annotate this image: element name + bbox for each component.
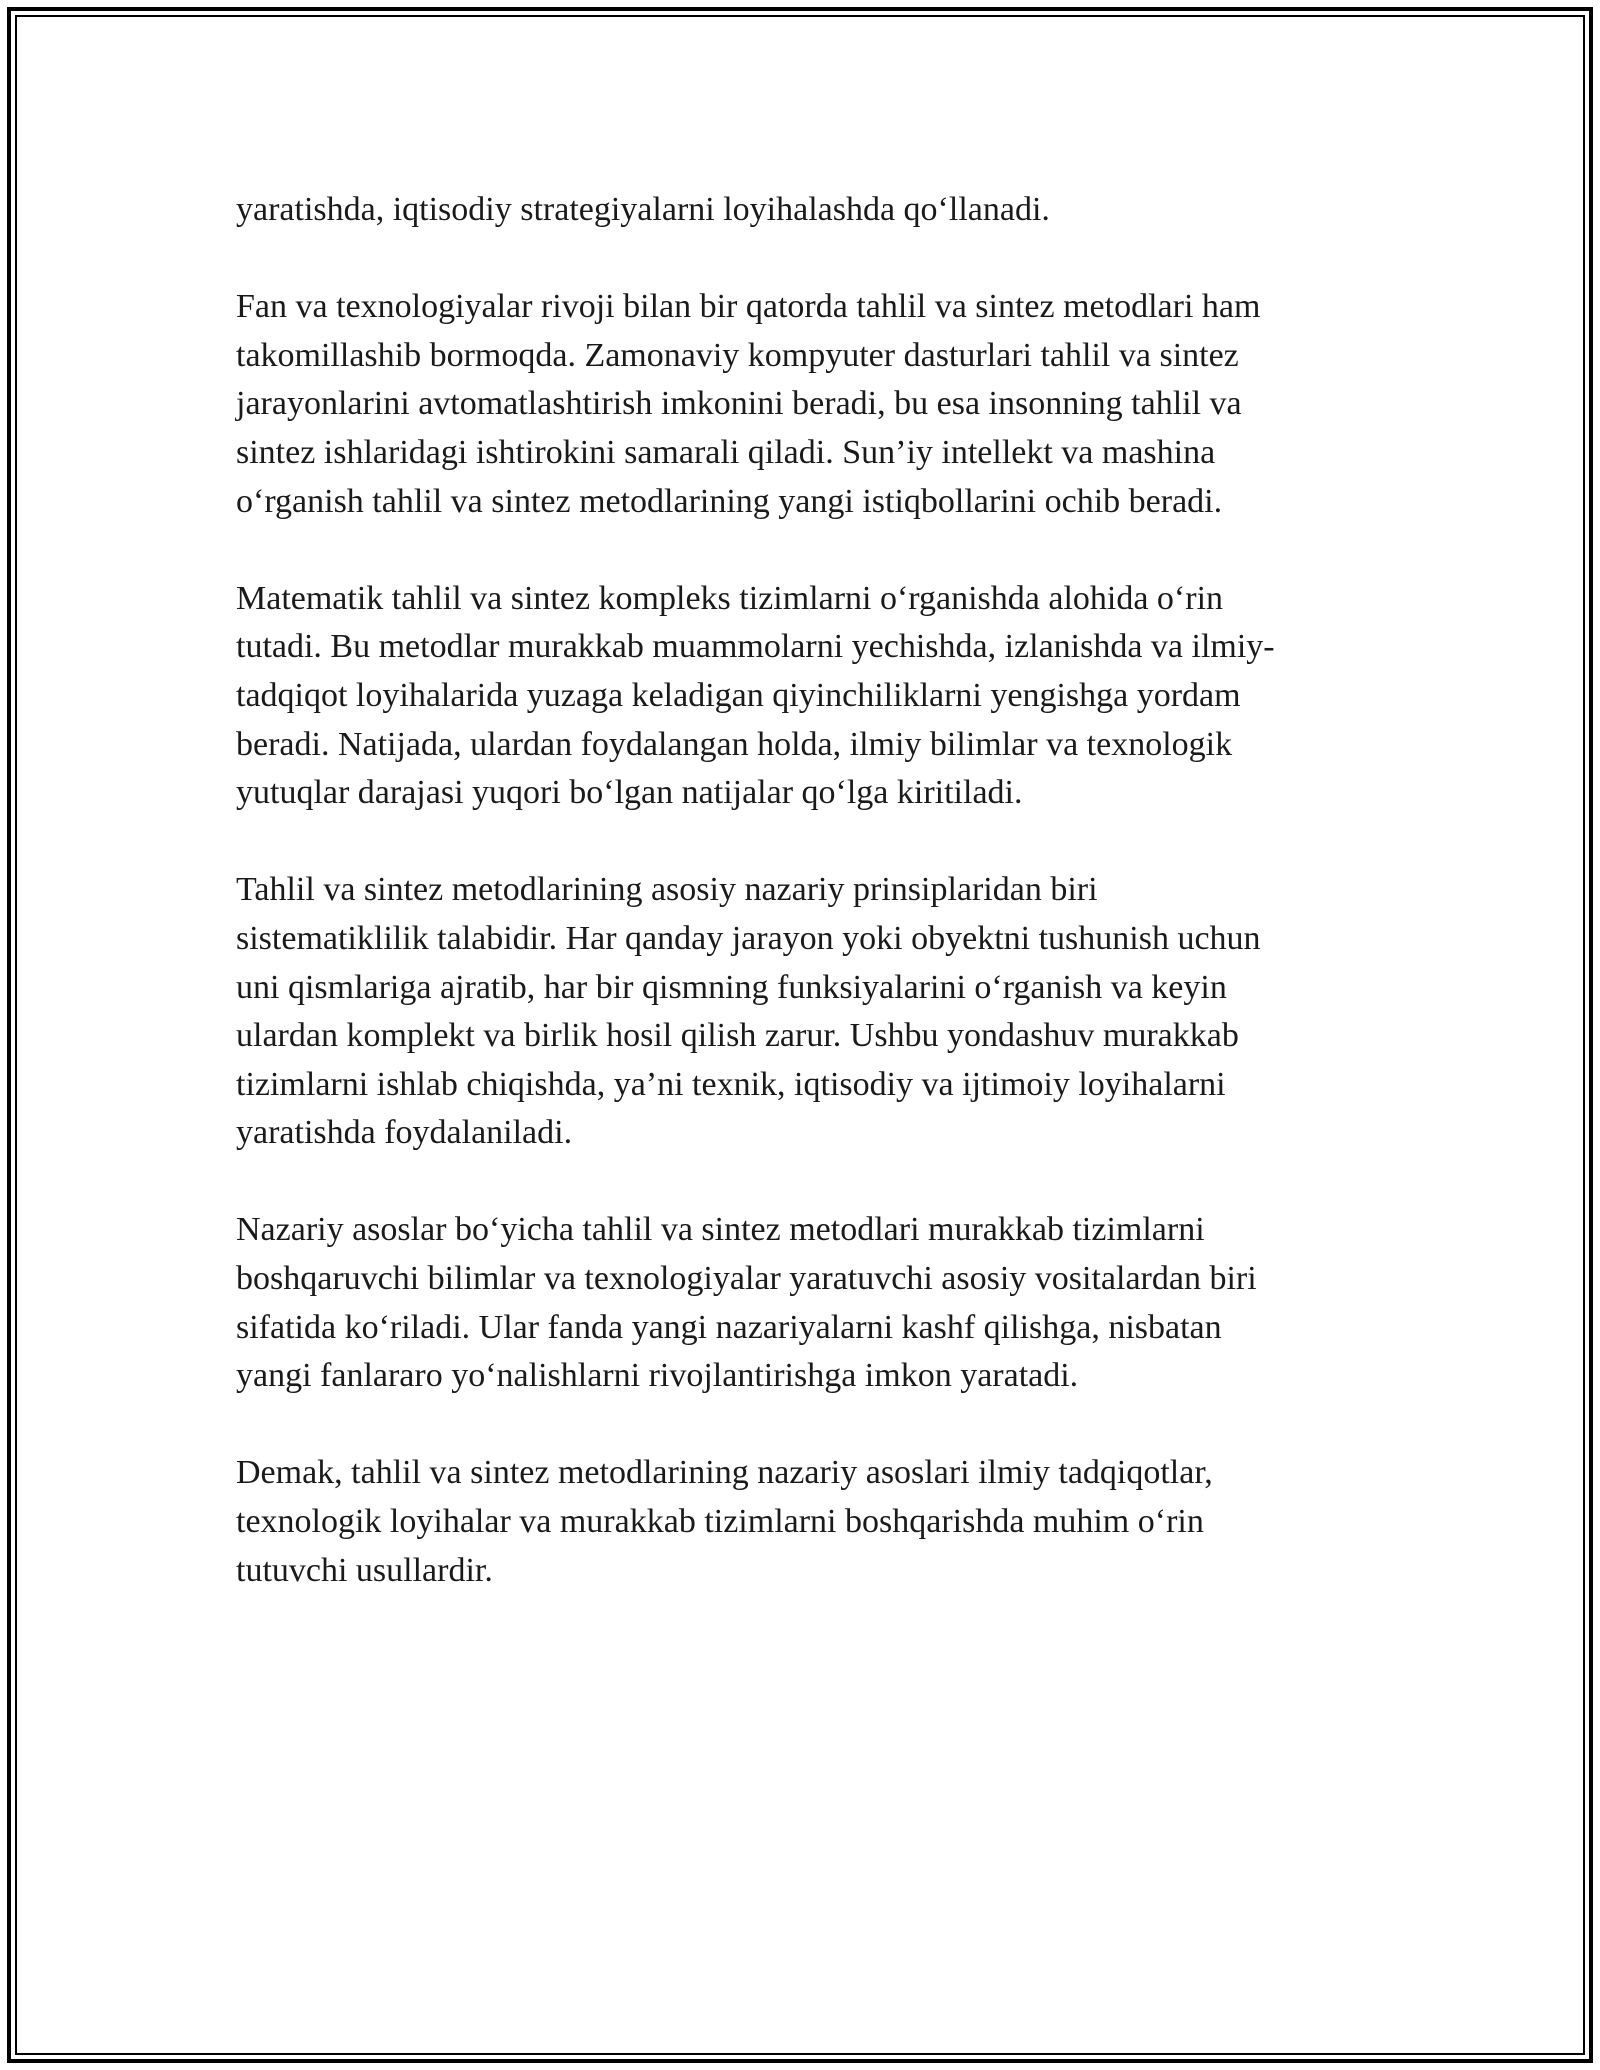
paragraph-3: Matematik tahlil va sintez kompleks tizimlarni o‘rganishda alohida o‘rin tutadi. Bu metodlar murakkab muammolarni yechishda, izlanishda va ilmiy- tadqiqot loyihalarida yuzaga keladigan qiyinchiliklarni yengishga yordam beradi. Natijada, ulardan foydalangan holda, ilmiy bilimlar va texnologik yutuqlar darajasi yuqori bo‘lgan natijalar qo‘lga kiritiladi.: [236, 579, 1275, 812]
paragraph-6: Demak, tahlil va sintez metodlarining nazariy asoslari ilmiy tadqiqotlar, texnologik loyihalar va murakkab tizimlarni boshqarishda muhim o‘rin tutuvchi usullardir.: [236, 1454, 1213, 1589]
paragraph-5: Nazariy asoslar bo‘yicha tahlil va sintez metodlari murakkab tizimlarni boshqaruvchi bilimlar va texnologiyalar yaratuvchi asosiy vositalardan biri sifatida ko‘riladi. Ular fanda yangi nazariyalarni kashf qilishga, nisbatan yangi fanlararo yo‘nalishlarni rivojlantirishga imkon yaratadi.: [236, 1211, 1257, 1395]
paragraph-1: yaratishda, iqtisodiy strategiyalarni loyihalashda qo‘llanadi.: [236, 191, 1050, 228]
document-body: [236, 186, 1366, 1644]
paragraph-4: Tahlil va sintez metodlarining asosiy nazariy prinsiplaridan biri sistematiklilik talabidir. Har qanday jarayon yoki obyektni tushunish uchun uni qismlariga ajratib, har bir qismning funksiyalarini o‘rganish va keyin ulardan komplekt va birlik hosil qilish zarur. Ushbu yondashuv murakkab tizimlarni ishlab chiqishda, ya’ni texnik, iqtisodiy va ijtimoiy loyihalarni yaratishda foydalaniladi.: [236, 871, 1261, 1152]
paragraph-2: Fan va texnologiyalar rivoji bilan bir qatorda tahlil va sintez metodlari ham takomillashib bormoqda. Zamonaviy kompyuter dasturlari tahlil va sintez jarayonlarini avtomatlashtirish imkonini beradi, bu esa insonning tahlil va sintez ishlaridagi ishtirokini samarali qiladi. Sun’iy intellekt va mashina o‘rganish tahlil va sintez metodlarining yangi istiqbollarini ochib beradi.: [236, 288, 1261, 520]
